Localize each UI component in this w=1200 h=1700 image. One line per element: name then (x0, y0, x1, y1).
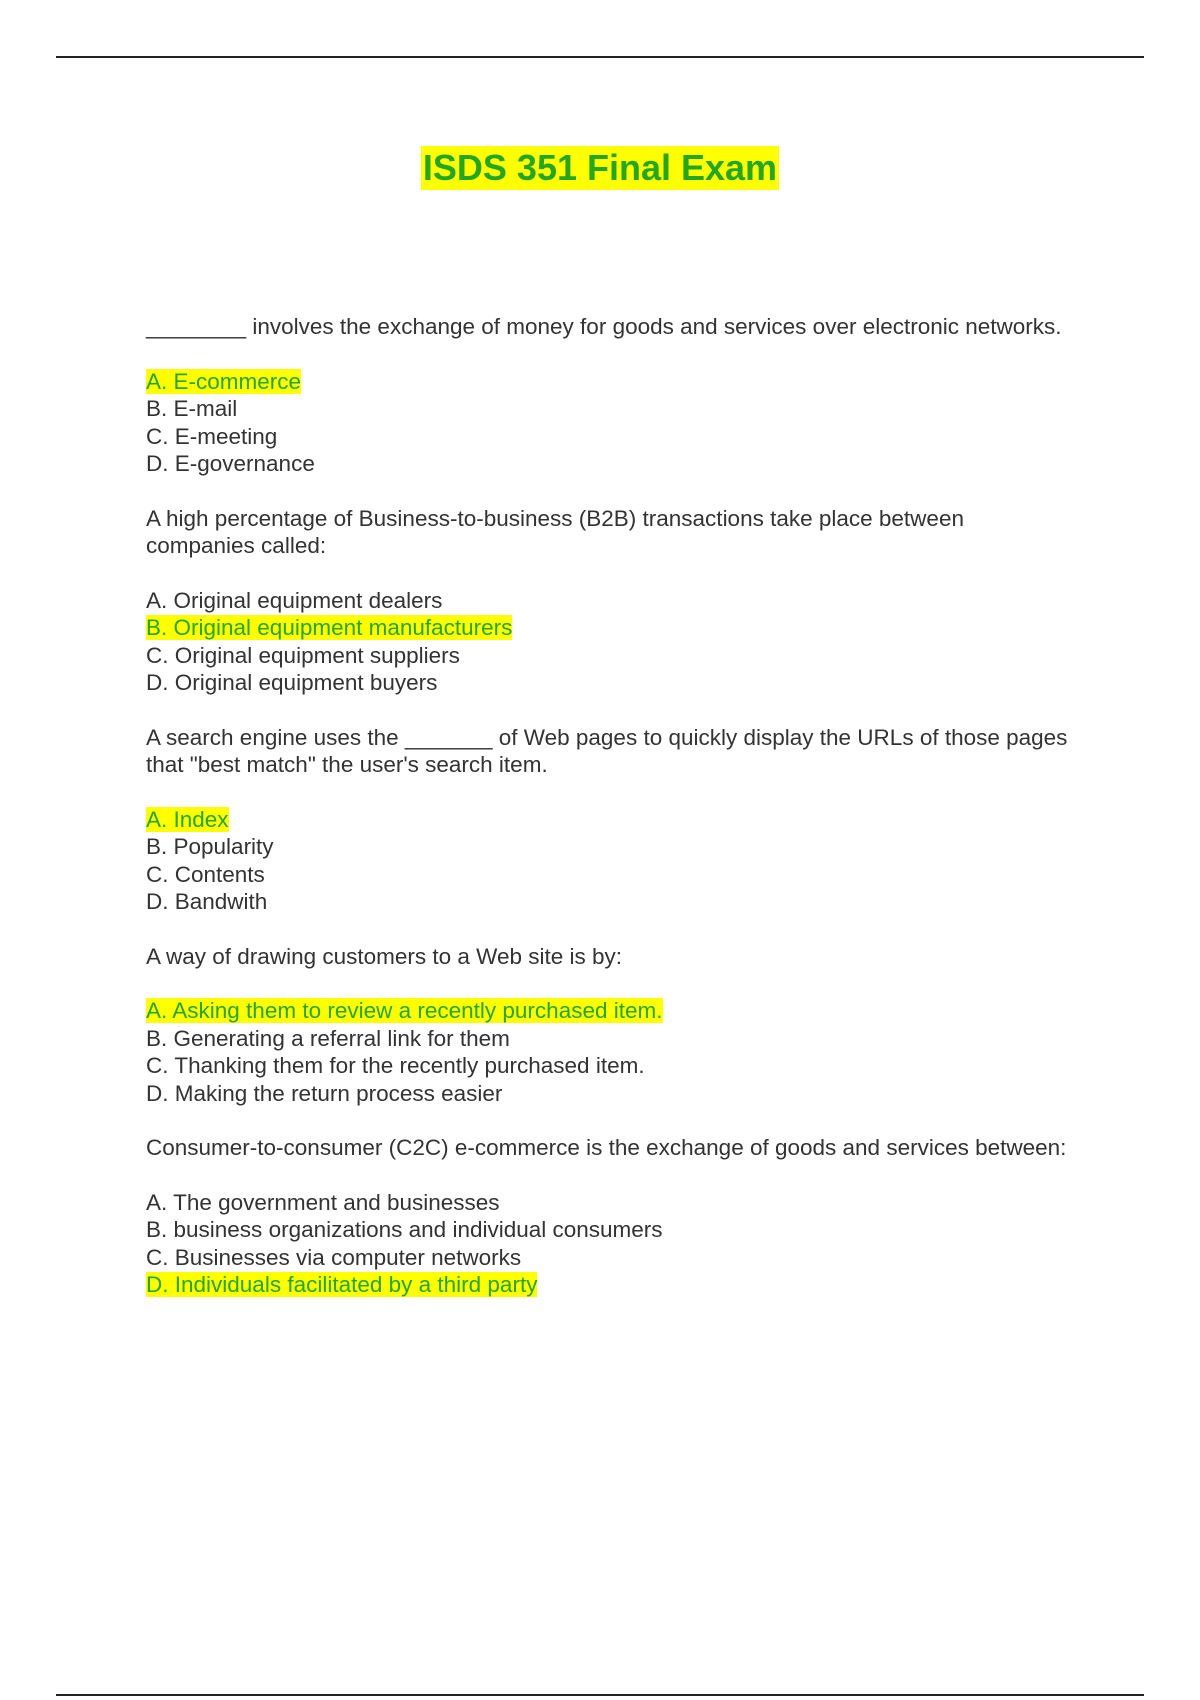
question-5 (146, 1134, 1076, 1299)
title-container (0, 146, 1200, 190)
answer-option (146, 614, 1076, 642)
question-text: Consumer-to-consumer (C2C) e-commerce is the exchange of goods and services between: (146, 1135, 1067, 1160)
page-title: ISDS 351 Final Exam (422, 147, 778, 188)
answer-option (146, 997, 1076, 1025)
answer-option-text: B. Popularity (146, 834, 274, 859)
correct-answer-text: A. Asking them to review a recently purchased item. (146, 998, 663, 1023)
answer-options (146, 368, 1076, 478)
question-1 (146, 313, 1076, 478)
answer-option-text: C. Original equipment suppliers (146, 642, 460, 668)
answer-option (146, 368, 1076, 396)
answer-option (146, 1244, 1076, 1272)
answer-option (146, 1216, 1076, 1244)
answer-option-text: D. Making the return process easier (146, 1080, 503, 1106)
answer-options (146, 587, 1076, 697)
answer-option (146, 1189, 1076, 1217)
correct-answer-text: B. Original equipment manufacturers (146, 615, 513, 640)
answer-option (146, 1080, 1076, 1108)
answer-option-text: B. Generating a referral link for them (146, 1025, 510, 1051)
answer-options (146, 1189, 1076, 1299)
answer-option-text: B. business organizations and individual consumers (146, 1217, 663, 1242)
question-2 (146, 505, 1076, 697)
question-text: ________ involves the exchange of money for goods and services over electronic networks. (146, 314, 1062, 339)
bottom-rule (56, 1694, 1144, 1696)
answer-option (146, 423, 1076, 451)
correct-answer-text: A. E-commerce (146, 368, 302, 394)
top-rule (56, 56, 1144, 58)
answer-option (146, 806, 1076, 834)
answer-option-text: A. Original equipment dealers (146, 587, 443, 613)
answer-option-text: D. Original equipment buyers (146, 670, 438, 695)
answer-option (146, 861, 1076, 889)
answer-option-text: C. E-meeting (146, 423, 278, 449)
answer-option (146, 395, 1076, 423)
answer-option (146, 642, 1076, 670)
answer-option (146, 1271, 1076, 1299)
answer-option-text: C. Thanking them for the recently purchased item. (146, 1053, 645, 1078)
correct-answer-text: A. Index (146, 806, 229, 832)
answer-option (146, 669, 1076, 697)
answer-options (146, 806, 1076, 916)
answer-option-text: B. E-mail (146, 396, 238, 421)
question-text: A way of drawing customers to a Web site is by: (146, 943, 623, 969)
answer-option-text: D. E-governance (146, 451, 315, 476)
answer-option-text: D. Bandwith (146, 889, 268, 914)
question-text: A search engine uses the _______ of Web pages to quickly display the URLs of those pages that "best match" the user's search item. (146, 724, 1068, 777)
answer-option (146, 1025, 1076, 1053)
answer-option (146, 1052, 1076, 1080)
answer-option-text: C. Contents (146, 861, 265, 887)
answer-option-text: A. The government and businesses (146, 1189, 500, 1215)
answer-option (146, 833, 1076, 861)
question-text: A high percentage of Business-to-business (B2B) transactions take place between companies called: (146, 505, 964, 558)
answer-option (146, 587, 1076, 615)
answer-options (146, 997, 1076, 1107)
question-list (146, 313, 1076, 1326)
answer-option-text: C. Businesses via computer networks (146, 1244, 522, 1270)
answer-option (146, 888, 1076, 916)
question-4 (146, 943, 1076, 1108)
answer-option (146, 450, 1076, 478)
correct-answer-text: D. Individuals facilitated by a third party (146, 1272, 538, 1297)
question-3 (146, 724, 1076, 916)
